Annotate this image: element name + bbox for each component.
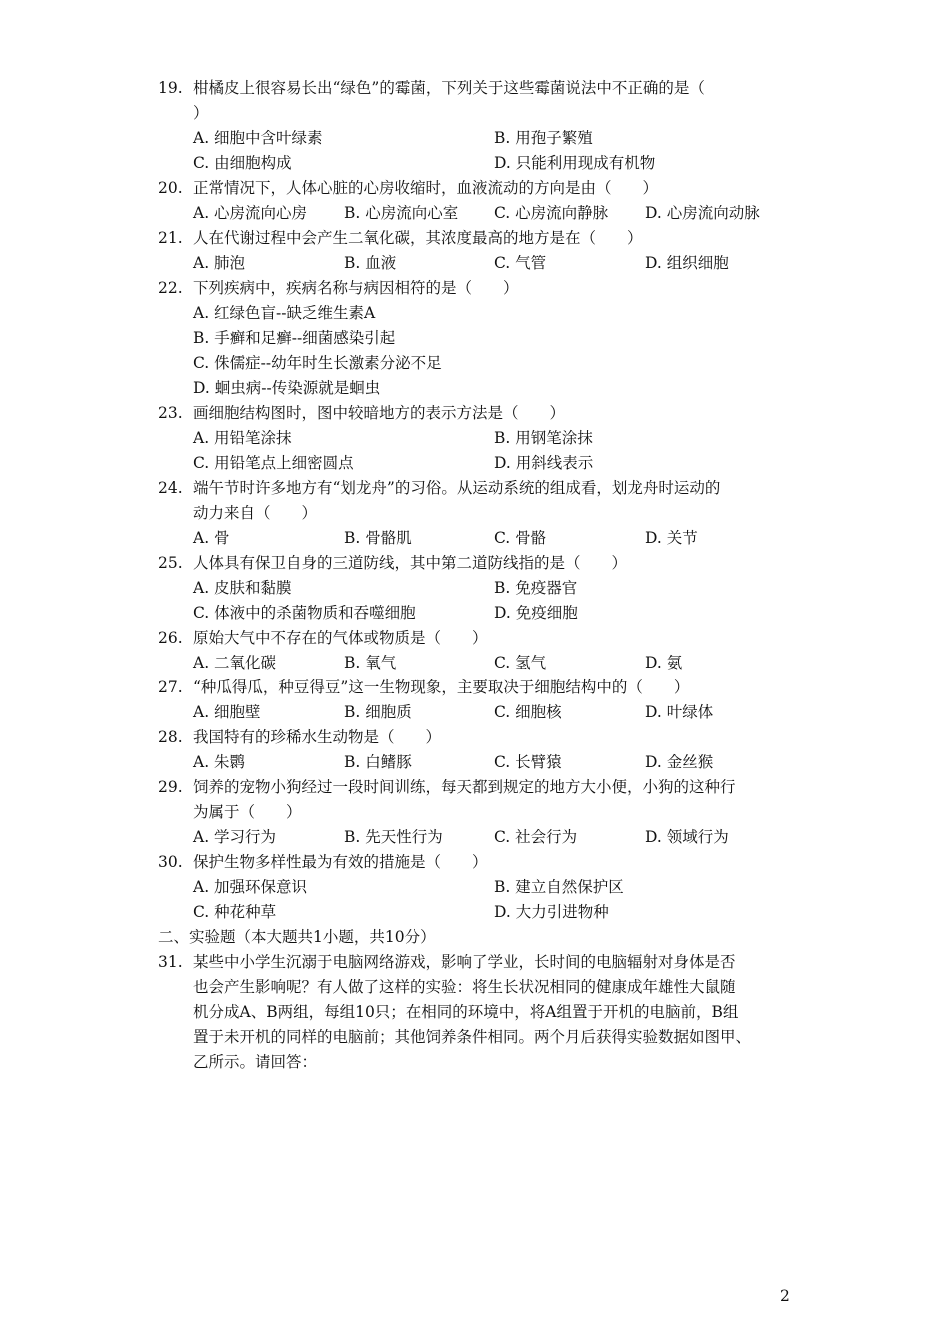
option-a: A. 心房流向心房 bbox=[193, 204, 308, 222]
option-c: C. 骨骼 bbox=[494, 529, 547, 547]
option-b: B. 骨骼肌 bbox=[344, 529, 412, 547]
option-b: B. 用孢子繁殖 bbox=[494, 129, 593, 147]
question-stem-cont: 为属于（ ） bbox=[193, 803, 302, 821]
option-c: C. 心房流向静脉 bbox=[494, 204, 609, 222]
option-b: B. 细胞质 bbox=[344, 703, 412, 721]
question-stem: 某些中小学生沉溺于电脑网络游戏，影响了学业，长时间的电脑辐射对身体是否 bbox=[193, 953, 736, 971]
option-c: C. 气管 bbox=[494, 254, 547, 272]
question-number: 23. bbox=[158, 404, 183, 422]
option-d: D. 氨 bbox=[645, 654, 683, 672]
option-d: D. 心房流向动脉 bbox=[645, 204, 760, 222]
option-c: C. 细胞核 bbox=[494, 703, 562, 721]
question-stem: 画细胞结构图时，图中较暗地方的表示方法是（ ） bbox=[193, 404, 566, 422]
option-d: D. 只能利用现成有机物 bbox=[494, 154, 656, 172]
question-stem: 原始大气中不存在的气体或物质是（ ） bbox=[193, 629, 488, 647]
question-stem: 人在代谢过程中会产生二氧化碳，其浓度最高的地方是在（ ） bbox=[193, 229, 643, 247]
option-b: B. 用钢笔涂抹 bbox=[494, 429, 593, 447]
question-number: 25. bbox=[158, 554, 183, 572]
question-number: 26. bbox=[158, 629, 183, 647]
option-c: C. 长臂猿 bbox=[494, 753, 562, 771]
option-d: D. 大力引进物种 bbox=[494, 903, 609, 921]
option-c: C. 由细胞构成 bbox=[193, 154, 292, 172]
question-stem-cont: 乙所示。请回答： bbox=[193, 1053, 318, 1071]
question-number: 24. bbox=[158, 479, 183, 497]
question-stem: 饲养的宠物小狗经过一段时间训练，每天都到规定的地方大小便，小狗的这种行 bbox=[193, 778, 736, 796]
option-d: D. 叶绿体 bbox=[645, 703, 714, 721]
question-number: 28. bbox=[158, 728, 183, 746]
option-b: B. 白鳍豚 bbox=[344, 753, 412, 771]
option-a: A. 骨 bbox=[193, 529, 230, 547]
option-b: B. 先天性行为 bbox=[344, 828, 443, 846]
question-stem-cont: 机分成A、B两组，每组10只；在相同的环境中，将A组置于开机的电脑前，B组 bbox=[193, 1003, 739, 1021]
option-d: D. 用斜线表示 bbox=[494, 454, 594, 472]
question-number: 19. bbox=[158, 79, 183, 97]
option-a: A. 皮肤和黏膜 bbox=[193, 579, 292, 597]
question-stem: 柑橘皮上很容易长出“绿色”的霉菌，下列关于这些霉菌说法中不正确的是（ bbox=[193, 79, 705, 97]
option-a: A. 朱鹮 bbox=[193, 753, 246, 771]
question-stem: 我国特有的珍稀水生动物是（ ） bbox=[193, 728, 442, 746]
option-a: A. 细胞中含叶绿素 bbox=[193, 129, 323, 147]
option-c: C. 侏儒症--幼年时生长激素分泌不足 bbox=[193, 354, 442, 372]
option-a: A. 用铅笔涂抹 bbox=[193, 429, 292, 447]
question-number: 27. bbox=[158, 678, 183, 696]
option-c: C. 种花种草 bbox=[193, 903, 277, 921]
question-stem: 人体具有保卫自身的三道防线，其中第二道防线指的是（ ） bbox=[193, 554, 628, 572]
question-number: 29. bbox=[158, 778, 183, 796]
question-stem-cont: 也会产生影响呢？有人做了这样的实验：将生长状况相同的健康成年雄性大鼠随 bbox=[193, 978, 736, 996]
option-d: D. 金丝猴 bbox=[645, 753, 714, 771]
option-c: C. 氢气 bbox=[494, 654, 547, 672]
question-stem: 保护生物多样性最为有效的措施是（ ） bbox=[193, 853, 488, 871]
section-heading: 二、实验题（本大题共1小题，共10分） bbox=[158, 928, 436, 946]
option-d: D. 领域行为 bbox=[645, 828, 729, 846]
question-stem: 端午节时许多地方有“划龙舟”的习俗。从运动系统的组成看，划龙舟时运动的 bbox=[193, 479, 721, 497]
option-a: A. 细胞壁 bbox=[193, 703, 261, 721]
question-number: 20. bbox=[158, 179, 183, 197]
question-stem: 正常情况下，人体心脏的心房收缩时，血液流动的方向是由（ ） bbox=[193, 179, 659, 197]
option-b: B. 免疫器官 bbox=[494, 579, 578, 597]
option-b: B. 氧气 bbox=[344, 654, 397, 672]
question-number: 22. bbox=[158, 279, 183, 297]
option-c: C. 体液中的杀菌物质和吞噬细胞 bbox=[193, 604, 416, 622]
option-a: A. 二氧化碳 bbox=[193, 654, 277, 672]
question-stem-cont: 置于未开机的同样的电脑前；其他饲养条件相同。两个月后获得实验数据如图甲、 bbox=[193, 1028, 752, 1046]
option-b: B. 心房流向心室 bbox=[344, 204, 459, 222]
option-c: C. 社会行为 bbox=[494, 828, 578, 846]
option-a: A. 红绿色盲--缺乏维生素A bbox=[193, 304, 376, 322]
question-stem-cont: 动力来自（ ） bbox=[193, 504, 318, 522]
question-number: 30. bbox=[158, 853, 183, 871]
question-number: 31. bbox=[158, 953, 183, 971]
page-number: 2 bbox=[780, 1287, 790, 1305]
question-stem: “种瓜得瓜，种豆得豆”这一生物现象，主要取决于细胞结构中的（ ） bbox=[193, 678, 690, 696]
option-b: B. 手癣和足癣--细菌感染引起 bbox=[193, 329, 396, 347]
option-b: B. 建立自然保护区 bbox=[494, 878, 624, 896]
option-a: A. 加强环保意识 bbox=[193, 878, 308, 896]
option-a: A. 肺泡 bbox=[193, 254, 246, 272]
question-number: 21. bbox=[158, 229, 183, 247]
option-b: B. 血液 bbox=[344, 254, 397, 272]
option-a: A. 学习行为 bbox=[193, 828, 277, 846]
option-d: D. 组织细胞 bbox=[645, 254, 729, 272]
option-d: D. 蛔虫病--传染源就是蛔虫 bbox=[193, 379, 381, 397]
question-stem-cont: ） bbox=[193, 104, 209, 122]
question-stem: 下列疾病中，疾病名称与病因相符的是（ ） bbox=[193, 279, 519, 297]
option-c: C. 用铅笔点上细密圆点 bbox=[193, 454, 354, 472]
option-d: D. 关节 bbox=[645, 529, 698, 547]
option-d: D. 免疫细胞 bbox=[494, 604, 578, 622]
